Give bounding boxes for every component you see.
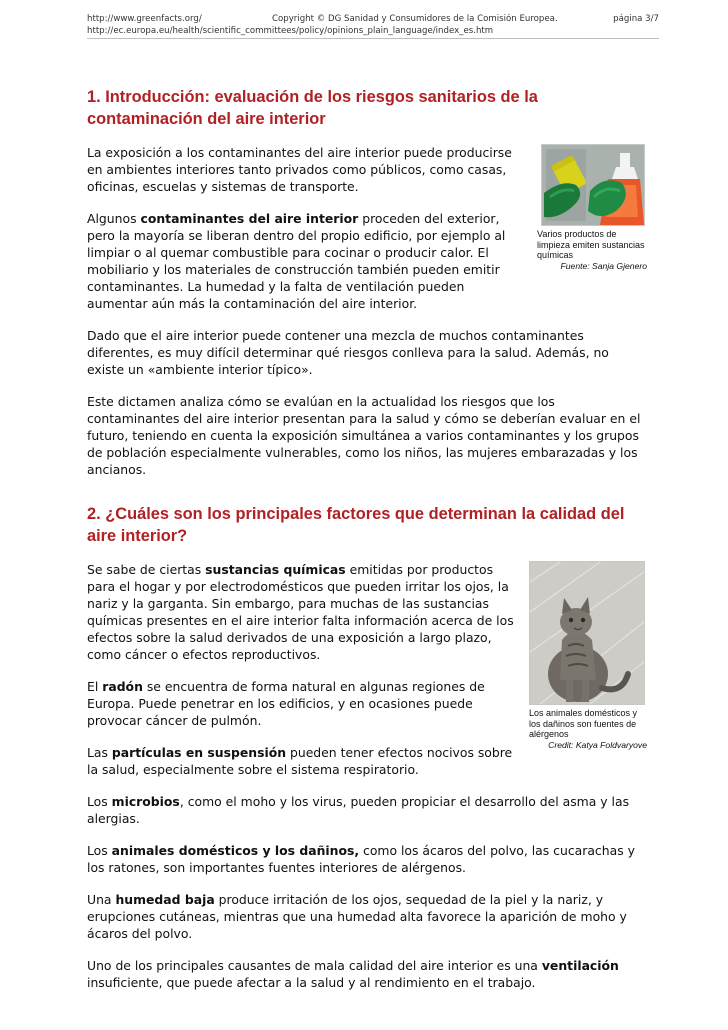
header-url[interactable]: http://www.greenfacts.org/ <box>87 14 202 24</box>
pets-figure <box>529 561 647 750</box>
cat-image <box>529 561 645 705</box>
keyword-pets-pests: animales domésticos y los dañinos, <box>111 843 360 858</box>
header-source-url[interactable]: http://ec.europa.eu/health/scientific_committees/policy/opinions_plain_language/index_es.htm <box>87 26 494 36</box>
cleaning-products-credit: Fuente: Sanja Gjenero <box>560 260 647 271</box>
section1-title: 1. Introducción: evaluación de los riesgos sanitarios de la contaminación del aire interior <box>87 88 538 128</box>
section1-paragraph-2: Algunos contaminantes del aire interior proceden del exterior, pero la mayoría se liberan dentro del propio edificio, por ejemplo al limpiar o al quemar combustible para cocinar o producir calor. El mobiliario y los materiales de construcción también pueden emitir contaminantes. La humedad y la falta de ventilación pueden aumentar aún más la contaminación del aire interior. <box>87 211 506 311</box>
section2-paragraph-5: Los animales domésticos y los dañinos, como los ácaros del polvo, las cucarachas y los ratones, son importantes fuentes interiores de alérgenos. <box>87 843 635 875</box>
page-header <box>87 14 659 26</box>
keyword-low-humidity: humedad baja <box>115 892 215 907</box>
section2-paragraph-3: Las partículas en suspensión pueden tener efectos nocivos sobre la salud, especialmente sobre el sistema respiratorio. <box>87 745 513 777</box>
section2-paragraph-7: Uno de los principales causantes de mala calidad del aire interior es una ventilación insuficiente, que puede afectar a la salud y al rendimiento en el trabajo. <box>87 958 619 990</box>
section1-paragraph-4: Este dictamen analiza cómo se evalúan en la actualidad los riesgos que los contaminantes del aire interior presentan para la salud y cómo se deberían evaluar en el futuro, teniendo en cuenta la exposición simultánea a varios contaminantes y los grupos de población especialmente vulnerables, como los niños, las mujeres embarazadas y los ancianos. <box>87 394 641 477</box>
cleaning-products-figure <box>537 144 647 271</box>
pets-caption: Los animales domésticos y los dañinos son fuentes de alérgenos <box>529 708 638 739</box>
keyword-radon: radón <box>102 679 143 694</box>
keyword-chemicals: sustancias químicas <box>205 562 346 577</box>
section2-paragraph-1: Se sabe de ciertas sustancias químicas emitidas por productos para el hogar y por electrodomésticos que pueden irritar los ojos, la nariz y la garganta. Sin embargo, para muchas de las sustancias químicas presentes en el aire interior falta información acerca de los efectos sobre la salud derivados de una exposición a largo plazo, como cáncer o efectos reproductivos. <box>87 562 514 662</box>
section2-paragraph-6: Una humedad baja produce irritación de los ojos, sequedad de la piel y la nariz, y erupciones cutáneas, mientras que una humedad alta favorece la aparición de moho y ácaros del polvo. <box>87 892 627 941</box>
pets-credit: Credit: Katya Foldvaryove <box>548 739 647 750</box>
cleaning-products-caption: Varios productos de limpieza emiten sustancias químicas <box>537 229 645 260</box>
page-number: página 3/7 <box>613 14 659 24</box>
document-body <box>87 86 647 1006</box>
cleaning-products-image <box>541 144 645 226</box>
header-copyright: Copyright © DG Sanidad y Consumidores de la Comisión Europea. <box>272 14 558 24</box>
keyword-ventilation: ventilación <box>541 958 619 973</box>
section2-paragraph-2: El radón se encuentra de forma natural en algunas regiones de Europa. Puede penetrar en los edificios, y en ocasiones puede provocar cáncer de pulmón. <box>87 679 485 728</box>
header-divider <box>87 38 659 39</box>
section1-paragraph-1: La exposición a los contaminantes del aire interior puede producirse en ambientes interiores tanto privados como públicos, como casas, oficinas, escuelas y sistemas de transporte. <box>87 145 512 194</box>
keyword-particles: partículas en suspensión <box>111 745 287 760</box>
keyword-microbes: microbios <box>111 794 180 809</box>
section2-paragraph-4: Los microbios, como el moho y los virus, pueden propiciar el desarrollo del asma y las alergias. <box>87 794 630 826</box>
keyword-indoor-pollutants: contaminantes del aire interior <box>140 211 359 226</box>
section1-paragraph-3: Dado que el aire interior puede contener una mezcla de muchos contaminantes diferentes, es muy difícil determinar qué riesgos conlleva para la salud. Además, no existe un «ambiente interior típico». <box>87 328 609 377</box>
section2-title: 2. ¿Cuáles son los principales factores que determinan la calidad del aire interior? <box>87 505 625 545</box>
